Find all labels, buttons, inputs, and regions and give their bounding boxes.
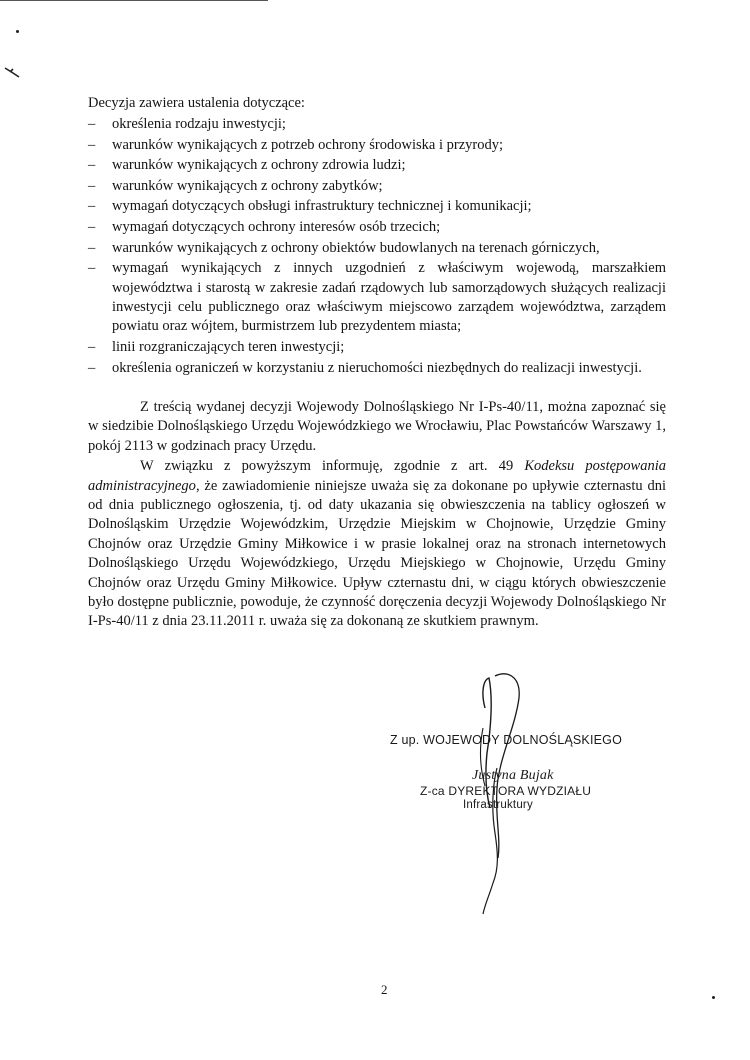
signature-title: Z up. WOJEWODY DOLNOŚLĄSKIEGO — [390, 733, 623, 747]
list-item — [88, 156, 666, 175]
list-item — [88, 115, 666, 134]
list-item — [88, 239, 666, 258]
handwritten-signature — [455, 668, 535, 918]
list-item — [88, 177, 666, 196]
list-item — [88, 218, 666, 237]
requirements-list — [88, 115, 666, 378]
list-item — [88, 136, 666, 155]
list-item-text: linii rozgraniczających teren inwestycji; — [112, 338, 345, 355]
paragraph-notice-end: , że zawiadomienie niniejsze uważa się za dokonane po upływie czternastu dni od dnia publicznego ogłoszenia, tj. od daty ukazania się obwieszczenia na tablicy ogłoszeń w Dolnośląskim Urzędzie Wojewódzkim, Urzędzie Miejskim w Chojnowie, Urzędzie Gminy Chojnów oraz Urzędzie Gminy Miłkowice i w prasie lokalnej oraz na stronach internetowych Dolnośląskiego Urzędu Wojewódzkiego, Urzędu Miejskiego w Chojnowie, Urzędu Gminy Chojnów oraz Urzędu Gminy Miłkowice. Upływ czternastu dni, w ciągu których obwieszczenie było dostępne publicznie, powoduje, że czynność doręczenia decyzji Wojewody Dolnośląskiego Nr I-Ps-40/11 z dnia 23.11.2011 r. uważa się za dokonaną ze skutkiem prawnym. — [88, 477, 666, 630]
list-item — [88, 197, 666, 216]
page-number: 2 — [381, 982, 388, 997]
scan-speck — [712, 996, 715, 999]
kpa-reference: Kodeksu postępowania administracyjnego — [88, 458, 666, 494]
paragraph-decision-access: Z treścią wydanej decyzji Wojewody Dolnośląskiego Nr I-Ps-40/11, można zapoznać się w siedzibie Dolnośląskiego Urzędu Wojewódzkiego we Wrocławiu, Plac Powstańców Warszawy 1, pokój 2113 w godzinach pracy Urzędu. — [88, 398, 666, 454]
list-dash: – — [88, 338, 96, 355]
paragraph-notice — [88, 457, 666, 632]
scan-speck — [16, 30, 19, 33]
list-item — [88, 259, 666, 337]
list-item-text: warunków wynikających z potrzeb ochrony środowiska i przyrody; — [112, 136, 503, 153]
list-dash: – — [88, 157, 96, 174]
list-item-text: określenia ograniczeń w korzystaniu z nieruchomości niezbędnych do realizacji inwestycji. — [112, 359, 642, 376]
signatory-name: Justyna Bujak — [472, 768, 554, 783]
list-dash: – — [88, 198, 96, 215]
list-dash: – — [88, 260, 96, 277]
list-dash: – — [88, 218, 96, 235]
list-item — [88, 359, 666, 378]
list-item-text: wymagań dotyczących obsługi infrastruktury technicznej i komunikacji; — [112, 198, 532, 215]
list-item-text: warunków wynikających z ochrony zabytków; — [112, 177, 383, 194]
list-dash: – — [88, 177, 96, 194]
scan-mark-icon — [4, 66, 22, 78]
list-item-text: wymagań dotyczących ochrony interesów osób trzecich; — [112, 218, 441, 235]
list-item-text: warunków wynikających z ochrony zdrowia ludzi; — [112, 157, 406, 174]
list-dash: – — [88, 136, 96, 153]
list-dash: – — [88, 359, 96, 376]
document-body — [88, 94, 666, 632]
signatory-department: Infrastruktury — [463, 799, 533, 811]
document-paragraphs — [88, 398, 666, 632]
list-item-text: określenia rodzaju inwestycji; — [112, 116, 286, 132]
list-dash: – — [88, 239, 96, 256]
list-item-text: wymagań wynikających z innych uzgodnień z właściwym wojewodą, marszałkiem województwa i starostą w zakresie zadań rządowych lub samorządowych służących realizacji inwestycji celu publicznego oraz właściwym miejscowo zarządem województwa, zarządem powiatu oraz wójtem, burmistrzem lub prezydentem miasta; — [112, 260, 666, 335]
list-intro: Decyzja zawiera ustalenia dotyczące: — [88, 95, 305, 111]
paragraph-notice-start: W związku z powyższym informuję, zgodnie z art. 49 — [140, 458, 525, 475]
list-item-text: warunków wynikających z ochrony obiektów budowlanych na terenach górniczych, — [112, 239, 600, 256]
scan-top-line — [0, 0, 268, 1]
signatory-role: Z-ca DYREKTORA WYDZIAŁU — [420, 784, 592, 798]
list-item — [88, 338, 666, 357]
list-dash: – — [88, 116, 96, 132]
